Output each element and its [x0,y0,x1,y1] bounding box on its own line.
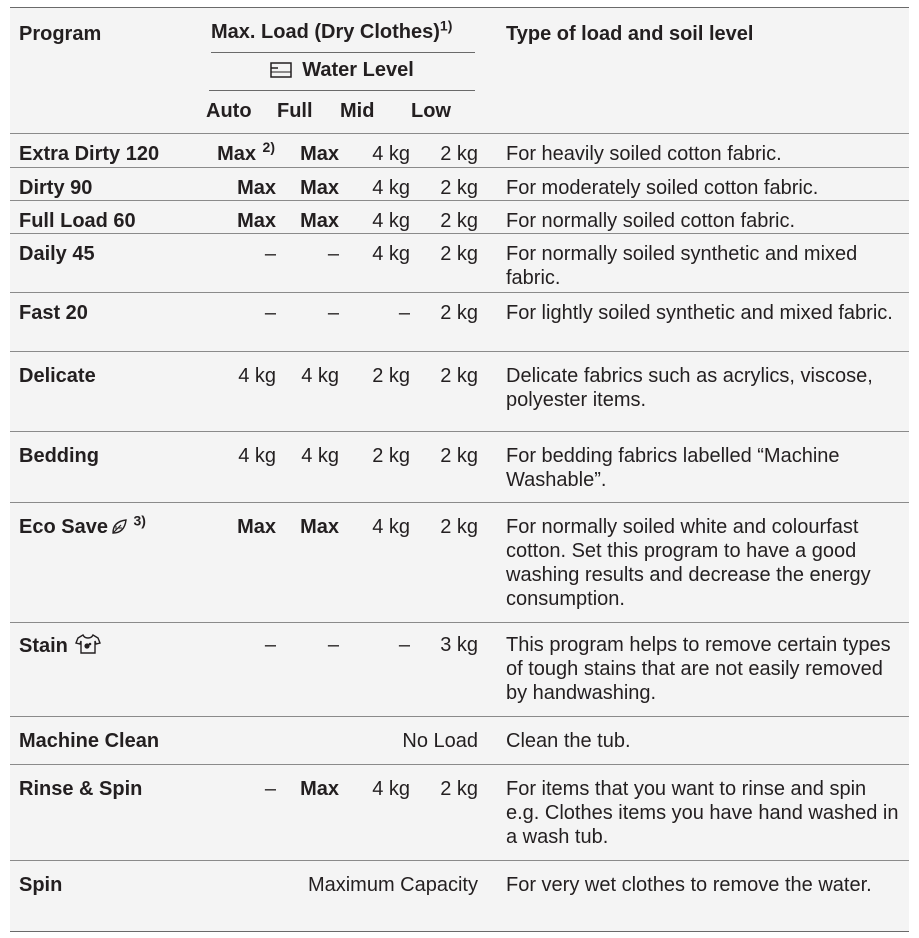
program-name: Rinse & Spin [10,764,206,860]
load-description: For lightly soiled synthetic and mixed fabric. [480,292,909,351]
header-max-load [206,8,480,53]
load-mid: 4 kg [340,133,411,167]
load-low: 2 kg [411,292,480,351]
load-full: Max [277,764,340,860]
header-low: Low [411,100,451,122]
load-full: Max [277,502,340,622]
table-row [10,716,909,764]
leaf-icon [110,518,128,542]
header-full: Full [277,100,313,122]
program-name-label: Eco Save [19,515,108,538]
load-low: 2 kg [411,351,480,431]
table-row [10,233,909,292]
load-full: Max [277,200,340,233]
load-auto: – [206,292,277,351]
load-span: Maximum Capacity [206,860,480,930]
load-mid: 4 kg [340,502,411,622]
load-span: No Load [206,716,480,764]
load-low: 3 kg [411,622,480,716]
load-full: – [277,292,340,351]
load-full: Max [277,133,340,167]
load-description: For normally soiled synthetic and mixed fabric. [480,233,909,292]
program-name: Fast 20 [10,292,206,351]
program-name: Bedding [10,431,206,502]
header-water-level-label: Water Level [302,59,414,81]
table-row [10,292,909,351]
program-name: Extra Dirty 120 [10,133,206,167]
table-row [10,133,909,167]
header-mid: Mid [340,100,375,122]
header-max-load-label: Max. Load (Dry Clothes) [211,21,440,43]
load-mid: – [340,622,411,716]
load-auto: 4 kg [206,431,277,502]
table-row [10,764,909,860]
load-auto: 4 kg [206,351,277,431]
header-type-of-load: Type of load and soil level [506,23,754,45]
load-low: 2 kg [411,502,480,622]
load-description: For heavily soiled cotton fabric. [480,133,909,167]
table-row [10,622,909,716]
program-name: Machine Clean [10,716,206,764]
load-auto: – [206,764,277,860]
program-name: Daily 45 [10,233,206,292]
table-row [10,431,909,502]
load-auto: – [206,233,277,292]
load-low: 2 kg [411,167,480,200]
load-low: 2 kg [411,233,480,292]
program-name-label: Stain [19,634,68,657]
load-auto: Max [206,502,277,622]
load-full: 4 kg [277,431,340,502]
load-description: For bedding fabrics labelled “Machine Washable”. [480,431,909,502]
load-mid: 4 kg [340,167,411,200]
load-mid: 2 kg [340,431,411,502]
load-mid: 2 kg [340,351,411,431]
load-description: For items that you want to rinse and spin e.g. Clothes items you have hand washed in a wash tub. [480,764,909,860]
load-full: – [277,233,340,292]
load-full: Max [277,167,340,200]
load-full: – [277,622,340,716]
load-description: Delicate fabrics such as acrylics, viscose, polyester items. [480,351,909,431]
header-auto: Auto [206,100,252,122]
load-mid: 4 kg [340,200,411,233]
program-note: 3) [133,511,146,528]
header-water-level [206,53,480,91]
load-mid: 4 kg [340,764,411,860]
shirt-stain-icon [75,633,101,661]
load-low: 2 kg [411,764,480,860]
load-auto: Max [206,167,277,200]
table-row [10,167,909,200]
load-description: Clean the tub. [480,716,909,764]
program-name [10,622,206,716]
load-low: 2 kg [411,431,480,502]
table-row [10,200,909,233]
load-mid: 4 kg [340,233,411,292]
load-full: 4 kg [277,351,340,431]
header-program: Program [19,23,102,45]
load-auto: – [206,622,277,716]
water-level-icon [270,60,292,84]
load-mid: – [340,292,411,351]
program-name [10,502,206,622]
table-row [10,502,909,622]
program-name: Full Load 60 [10,200,206,233]
program-name: Dirty 90 [10,167,206,200]
load-description: For normally soiled white and colourfast cotton. Set this program to have a good washing results and decrease the energy consumption. [480,502,909,622]
load-auto: Max 2) [206,133,277,167]
program-name: Spin [10,860,206,930]
load-auto: Max [206,200,277,233]
load-low: 2 kg [411,133,480,167]
load-description: This program helps to remove certain types of tough stains that are not easily removed by handwashing. [480,622,909,716]
load-description: For normally soiled cotton fabric. [480,200,909,233]
load-description: For moderately soiled cotton fabric. [480,167,909,200]
load-description: For very wet clothes to remove the water. [480,860,909,930]
table-row [10,860,909,930]
program-table [10,8,909,930]
load-low: 2 kg [411,200,480,233]
program-name: Delicate [10,351,206,431]
header-max-load-note: 1) [439,17,453,34]
table-row [10,351,909,431]
program-table-sheet [10,7,909,932]
